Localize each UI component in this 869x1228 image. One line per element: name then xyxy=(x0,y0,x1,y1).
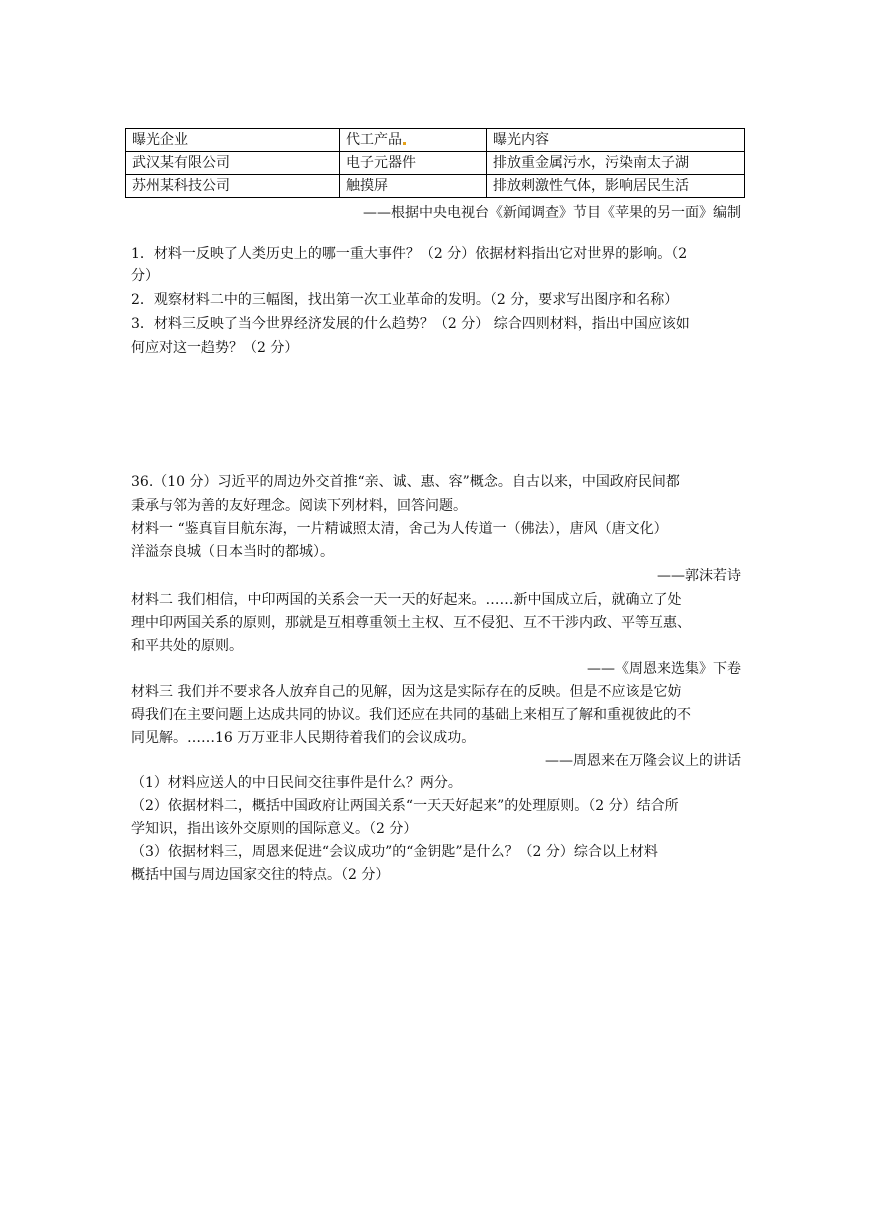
question-1-line-2: 分） xyxy=(131,268,159,284)
table-header-cell: 代工产品 xyxy=(340,129,487,152)
table-cell: 排放重金属污水，污染南太子湖 xyxy=(487,152,745,175)
table-header-cell: 曝光内容 xyxy=(487,129,745,152)
table-cell: 武汉某有限公司 xyxy=(126,152,340,175)
question-2: 2．观察材料二中的三幅图，找出第一次工业革命的发明。（2 分，要求写出图序和名称） xyxy=(131,292,679,308)
table-row xyxy=(126,175,745,198)
table-header-row xyxy=(126,129,745,152)
table-cell: 排放刺激性气体，影响居民生活 xyxy=(487,175,745,198)
material-2-line-2: 理中印两国关系的原则，那就是互相尊重领土主权、互不侵犯、互不干涉内政、平等互惠、 xyxy=(131,615,691,631)
table-header-cell: 曝光企业 xyxy=(126,129,340,152)
q36-intro-line-1: 36.（10 分）习近平的周边外交首推“亲、诚、惠、容”概念。自古以来，中国政府民间都 xyxy=(131,474,680,490)
table-cell: 苏州某科技公司 xyxy=(126,175,340,198)
material-3-line-2: 碍我们在主要问题上达成共同的协议。我们还应在共同的基础上来相互了解和重视彼此的不 xyxy=(131,707,691,723)
material-1-line-1: 材料一 “鉴真盲目航东海，一片精诚照太清，舍己为人传道一（佛法），唐风（唐文化） xyxy=(131,521,668,537)
table-source: ——根据中央电视台《新闻调查》节目《苹果的另一面》编制 xyxy=(363,205,741,221)
material-2-line-1: 材料二 我们相信，中印两国的关系会一天一天的好起来。……新中国成立后，就确立了处 xyxy=(131,592,682,608)
q36-intro-line-2: 秉承与邻为善的友好理念。阅读下列材料，回答问题。 xyxy=(131,498,467,514)
material-3-line-1: 材料三 我们并不要求各人放弃自己的见解，因为这是实际存在的反映。但是不应该是它妨 xyxy=(131,684,682,700)
material-3-line-3: 同见解。……16 万万亚非人民期待着我们的会议成功。 xyxy=(131,730,476,746)
question-3-line-2: 何应对这一趋势？（2 分） xyxy=(131,340,299,356)
question-1-line-1: 1．材料一反映了人类历史上的哪一重大事件？（2 分）依据材料指出它对世界的影响。（2 xyxy=(131,246,688,262)
table-cell: 电子元器件 xyxy=(340,152,487,175)
sub-question-3-line-1: （3）依据材料三，周恩来促进“会议成功”的“金钥匙”是什么？（2 分）综合以上材料 xyxy=(131,844,658,860)
marker-dot xyxy=(403,142,406,145)
sub-question-2-line-1: （2）依据材料二，概括中国政府让两国关系“一天天好起来”的处理原则。（2 分）结合所 xyxy=(131,798,679,814)
sub-question-2-line-2: 学知识，指出该外交原则的国际意义。（2 分） xyxy=(131,821,418,837)
sub-question-3-line-2: 概括中国与周边国家交往的特点。（2 分） xyxy=(131,867,390,883)
material-2-source: ——《周恩来选集》下卷 xyxy=(587,661,741,677)
material-1-source: ——郭沫若诗 xyxy=(657,568,741,584)
exposure-table xyxy=(125,128,745,198)
question-3-line-1: 3．材料三反映了当今世界经济发展的什么趋势？（2 分） 综合四则材料，指出中国应该如 xyxy=(131,316,690,332)
table-row xyxy=(126,152,745,175)
table-cell: 触摸屏 xyxy=(340,175,487,198)
material-1-line-2: 洋溢奈良城（日本当时的都城）。 xyxy=(131,544,334,560)
material-3-source: ——周恩来在万隆会议上的讲话 xyxy=(545,753,741,769)
material-2-line-3: 和平共处的原则。 xyxy=(131,638,243,654)
sub-question-1: （1）材料应送人的中日民间交往事件是什么？两分。 xyxy=(131,775,462,791)
